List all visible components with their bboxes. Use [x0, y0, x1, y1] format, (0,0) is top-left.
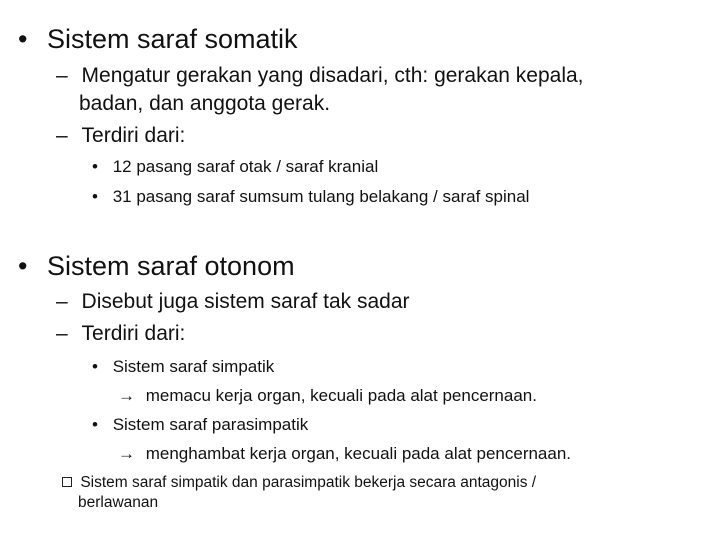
somatik-item-cranial	[92, 157, 378, 177]
arrow-right-icon: →	[118, 444, 135, 463]
note-line2: berlawanan	[78, 494, 159, 511]
note-line1: Sistem saraf simpatik dan parasimpatik bekerja secara antagonis /	[80, 474, 537, 491]
list-item-text: 12 pasang saraf otak / saraf kranial	[112, 157, 379, 176]
otonom-terdiri-row	[56, 322, 185, 346]
bullet-icon: •	[92, 357, 98, 376]
dash-icon: –	[56, 290, 68, 313]
list-item-text: 31 pasang saraf sumsum tulang belakang / saraf spinal	[112, 187, 530, 206]
simpatik-detail-row	[118, 386, 537, 406]
checkbox-icon	[62, 477, 72, 487]
somatik-terdiri-label: Terdiri dari:	[81, 124, 186, 147]
somatik-description-row	[56, 64, 584, 88]
dash-icon: –	[56, 64, 68, 87]
dash-icon: –	[56, 322, 68, 345]
list-item-detail: memacu kerja organ, kecuali pada alat pencernaan.	[145, 386, 537, 405]
section-otonom-title-row	[18, 251, 295, 282]
section-title: Sistem saraf somatik	[46, 24, 298, 54]
section-somatik-title-row	[18, 24, 298, 55]
otonom-item-parasimpatik	[92, 415, 308, 435]
otonom-description-row	[56, 290, 410, 314]
otonom-item-simpatik	[92, 357, 274, 377]
list-item-detail: menghambat kerja organ, kecuali pada alat pencernaan.	[145, 444, 572, 463]
somatik-description-line1: Mengatur gerakan yang disadari, cth: gerakan kepala,	[81, 64, 584, 87]
note-row	[62, 474, 536, 492]
list-item-label: Sistem saraf simpatik	[112, 357, 275, 376]
bullet-icon: •	[92, 157, 98, 176]
somatik-item-spinal	[92, 187, 529, 207]
bullet-icon: •	[18, 24, 28, 54]
bullet-icon: •	[92, 415, 98, 434]
bullet-icon: •	[92, 187, 98, 206]
section-title: Sistem saraf otonom	[46, 251, 295, 281]
list-item-label: Sistem saraf parasimpatik	[112, 415, 309, 434]
parasimpatik-detail-row	[118, 444, 571, 464]
arrow-right-icon: →	[118, 386, 135, 405]
dash-icon: –	[56, 124, 68, 147]
bullet-icon: •	[18, 251, 28, 281]
otonom-terdiri-label: Terdiri dari:	[81, 322, 186, 345]
otonom-description: Disebut juga sistem saraf tak sadar	[81, 290, 410, 313]
somatik-terdiri-row	[56, 124, 185, 148]
somatik-description-line2: badan, dan anggota gerak.	[79, 92, 331, 115]
